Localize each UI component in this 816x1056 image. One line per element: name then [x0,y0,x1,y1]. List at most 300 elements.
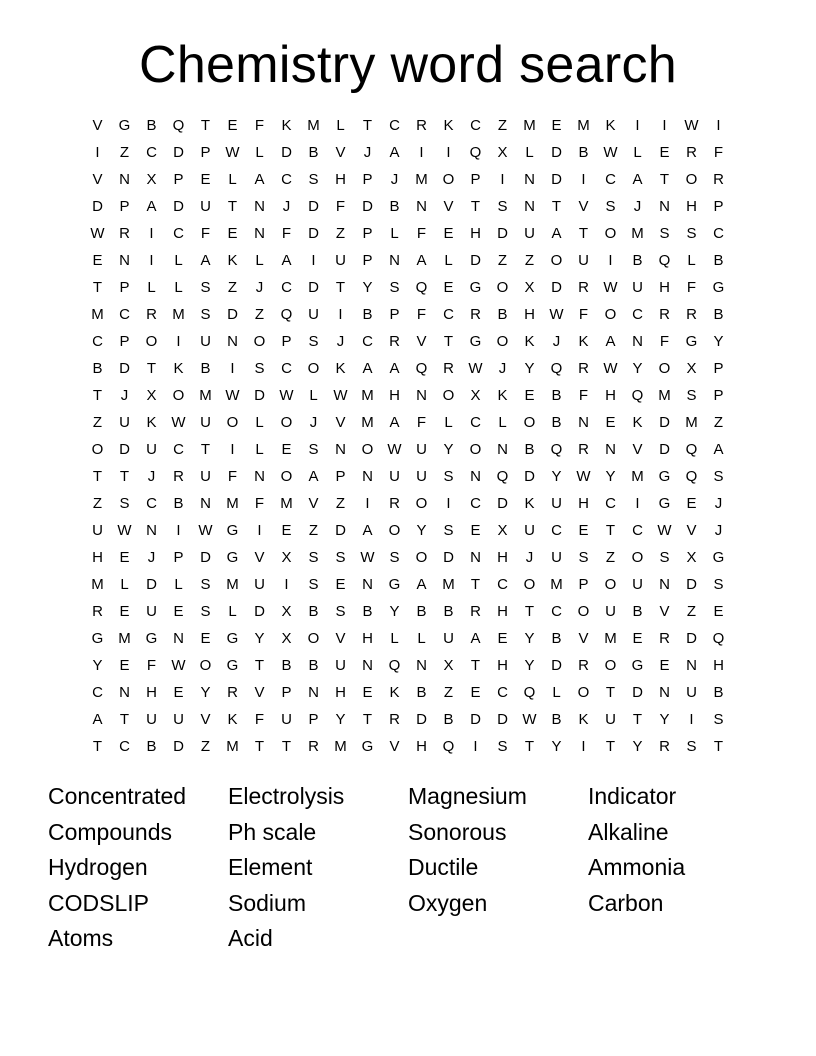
grid-letter: H [92,549,103,566]
grid-letter: O [442,171,455,188]
grid-letter: B [281,657,292,674]
grid-letter: D [173,198,184,215]
grid-letter: W [603,144,618,161]
word-bank-item: Element [228,854,313,880]
grid-letter: F [227,468,238,485]
grid-letter: X [524,279,535,296]
grid-letter: L [309,387,318,404]
grid-letter: V [686,522,697,539]
grid-letter: V [92,171,103,188]
grid-letter: D [92,198,103,215]
grid-letter: H [686,198,697,215]
grid-letter: O [631,549,644,566]
grid-letter: T [335,279,346,296]
grid-letter: X [146,171,157,188]
grid-letter: L [390,225,399,242]
grid-letter: K [389,684,400,701]
grid-letter: N [524,198,535,215]
grid-letter: T [470,576,481,593]
grid-letter: E [227,117,238,134]
grid-letter: S [686,225,697,242]
grid-letter: J [525,549,534,566]
grid-letter: D [308,225,319,242]
grid-letter: S [713,711,724,728]
grid-row [84,220,732,247]
grid-letter: U [200,414,211,431]
grid-letter: G [469,333,482,350]
grid-letter: R [416,117,427,134]
grid-letter: U [200,333,211,350]
grid-letter: M [172,306,185,323]
grid-letter: O [604,225,617,242]
grid-letter: A [389,414,400,431]
grid-letter: L [174,576,183,593]
grid-letter: R [470,306,481,323]
grid-letter: T [200,441,211,458]
grid-letter: W [225,144,240,161]
grid-letter: A [605,333,616,350]
grid-letter: P [470,171,481,188]
grid-letter: C [443,306,454,323]
grid-letter: P [119,333,130,350]
grid-letter: Z [497,117,508,134]
grid-letter: P [119,279,130,296]
grid-letter: K [227,711,238,728]
grid-letter: I [716,117,721,134]
grid-letter: U [146,603,157,620]
grid-letter: T [362,117,373,134]
grid-letter: D [119,441,130,458]
grid-letter: R [389,333,400,350]
grid-letter: O [361,441,374,458]
grid-letter: C [551,603,562,620]
grid-letter: D [281,144,292,161]
grid-letter: W [360,549,375,566]
grid-letter: N [362,657,373,674]
grid-row [84,490,732,517]
word-bank-item: Acid [228,925,273,951]
grid-letter: C [281,360,292,377]
grid-letter: D [173,738,184,755]
grid-letter: G [388,576,401,593]
grid-letter: I [581,171,586,188]
grid-letter: S [713,576,724,593]
word-bank [48,779,768,957]
grid-letter: N [254,468,265,485]
grid-letter: Q [442,738,455,755]
grid-letter: I [662,117,667,134]
grid-letter: E [335,576,346,593]
grid-letter: G [118,117,131,134]
grid-letter: P [335,468,346,485]
grid-row [84,382,732,409]
grid-letter: C [470,414,481,431]
grid-letter: N [416,198,427,215]
grid-letter: J [309,414,318,431]
word-bank-item: Concentrated [48,783,187,809]
grid-letter: D [470,711,481,728]
grid-letter: J [363,144,372,161]
grid-letter: D [497,495,508,512]
grid-letter: N [524,171,535,188]
grid-letter: T [362,711,373,728]
grid-letter: B [146,738,157,755]
grid-letter: U [92,522,103,539]
grid-letter: D [551,657,562,674]
grid-letter: X [281,549,292,566]
grid-letter: B [362,603,373,620]
grid-letter: H [605,387,616,404]
grid-letter: B [632,252,643,269]
grid-letter: C [281,279,292,296]
grid-letter: S [389,549,400,566]
grid-letter: H [497,549,508,566]
word-bank-item: Compounds [48,818,173,845]
grid-letter: A [551,225,562,242]
grid-letter: W [657,522,672,539]
grid-letter: W [198,522,213,539]
grid-letter: Q [469,144,482,161]
grid-letter: L [174,279,183,296]
grid-letter: U [335,657,346,674]
grid-letter: N [254,198,265,215]
grid-letter: A [416,576,427,593]
grid-letter: R [578,441,589,458]
grid-letter: C [470,495,481,512]
grid-letter: B [389,198,400,215]
grid-letter: E [659,144,670,161]
grid-letter: T [443,333,454,350]
grid-letter: B [92,360,103,377]
grid-letter: H [659,279,670,296]
grid-letter: E [497,630,508,647]
grid-letter: O [523,414,536,431]
grid-letter: D [308,279,319,296]
grid-letter: N [335,441,346,458]
grid-letter: H [713,657,724,674]
grid-letter: Z [92,495,103,512]
grid-letter: U [254,576,265,593]
grid-letter: B [551,711,562,728]
grid-letter: P [713,360,724,377]
grid-letter: M [226,738,239,755]
grid-letter: F [416,414,427,431]
grid-letter: U [416,441,427,458]
grid-letter: Y [713,333,724,350]
grid-letter: A [254,171,265,188]
grid-letter: G [712,549,725,566]
word-bank-item: Ph scale [228,818,317,845]
grid-row [84,517,732,544]
grid-letter: P [362,252,373,269]
grid-letter: E [632,630,643,647]
grid-letter: S [443,468,454,485]
grid-letter: W [333,387,348,404]
grid-letter: C [92,333,103,350]
grid-letter: D [659,441,670,458]
grid-letter: Q [415,279,428,296]
grid-letter: T [92,468,103,485]
grid-letter: P [308,711,319,728]
grid-letter: D [416,711,427,728]
grid-letter: N [416,657,427,674]
grid-letter: N [227,333,238,350]
grid-letter: Z [713,414,724,431]
grid-letter: K [578,711,589,728]
grid-letter: O [577,603,590,620]
grid-letter: B [524,441,535,458]
grid-letter: T [281,738,292,755]
grid-letter: K [281,117,292,134]
grid-letter: T [119,468,130,485]
grid-letter: O [658,360,671,377]
grid-letter: C [281,171,292,188]
grid-letter: C [146,144,157,161]
grid-letter: I [311,252,316,269]
grid-letter: V [335,414,346,431]
grid-letter: R [659,738,670,755]
grid-letter: Y [632,738,643,755]
grid-letter: N [632,333,643,350]
grid-letter: T [713,738,724,755]
grid-letter: Y [92,657,103,674]
grid-letter: D [254,603,265,620]
grid-letter: R [686,144,697,161]
grid-letter: T [659,171,670,188]
grid-letter: N [470,549,481,566]
grid-letter: R [173,468,184,485]
grid-letter: D [659,414,670,431]
grid-letter: U [524,522,535,539]
grid-letter: G [226,657,239,674]
grid-letter: W [279,387,294,404]
grid-letter: O [91,441,104,458]
grid-letter: S [200,603,211,620]
grid-letter: X [470,387,481,404]
grid-letter: Z [335,225,346,242]
grid-letter: X [281,603,292,620]
grid-letter: L [633,144,642,161]
grid-letter: A [632,171,643,188]
grid-letter: Z [92,414,103,431]
grid-letter: Y [605,468,616,485]
grid-letter: R [686,306,697,323]
grid-letter: H [335,684,346,701]
grid-letter: I [149,225,154,242]
grid-letter: K [173,360,184,377]
grid-letter: Y [443,441,454,458]
grid-letter: M [550,576,563,593]
grid-letter: T [200,117,211,134]
grid-letter: X [443,657,454,674]
grid-letter: U [200,468,211,485]
grid-letter: L [255,414,264,431]
grid-letter: V [254,549,265,566]
grid-letter: O [280,468,293,485]
grid-letter: R [443,360,454,377]
grid-letter: Z [227,279,238,296]
grid-letter: I [500,171,505,188]
grid-letter: A [281,252,292,269]
grid-letter: U [335,252,346,269]
grid-letter: Q [388,657,401,674]
grid-letter: B [632,603,643,620]
grid-letter: B [308,603,319,620]
grid-letter: L [336,117,345,134]
grid-row [84,733,732,760]
grid-letter: I [419,144,424,161]
grid-letter: L [390,630,399,647]
grid-letter: C [497,576,508,593]
grid-letter: H [416,738,427,755]
grid-letter: K [524,495,535,512]
grid-letter: Y [551,468,562,485]
grid-letter: R [92,603,103,620]
grid-letter: H [524,306,535,323]
grid-letter: M [577,117,590,134]
grid-letter: M [226,576,239,593]
grid-letter: I [635,117,640,134]
grid-row [84,166,732,193]
grid-letter: H [578,495,589,512]
grid-letter: N [362,468,373,485]
grid-letter: L [228,603,237,620]
grid-letter: S [254,360,265,377]
grid-letter: P [362,225,373,242]
grid-letter: G [658,468,671,485]
grid-letter: L [174,252,183,269]
grid-letter: D [632,684,643,701]
grid-letter: F [416,306,427,323]
grid-letter: U [524,225,535,242]
grid-letter: I [365,495,370,512]
grid-letter: F [335,198,346,215]
grid-letter: S [497,198,508,215]
grid-letter: N [686,657,697,674]
grid-letter: O [280,414,293,431]
grid-row [84,625,732,652]
grid-letter: L [255,441,264,458]
grid-letter: C [92,684,103,701]
grid-letter: S [713,468,724,485]
grid-letter: E [119,549,130,566]
grid-letter: T [632,711,643,728]
grid-letter: A [200,252,211,269]
grid-letter: F [146,657,157,674]
grid-letter: I [95,144,100,161]
grid-letter: O [469,441,482,458]
grid-letter: L [228,171,237,188]
grid-letter: V [254,684,265,701]
grid-letter: N [659,684,670,701]
grid-letter: W [387,441,402,458]
grid-letter: B [551,387,562,404]
grid-letter: S [335,549,346,566]
grid-letter: M [631,468,644,485]
grid-letter: Q [550,441,563,458]
grid-letter: I [176,522,181,539]
grid-letter: O [604,306,617,323]
grid-letter: C [497,684,508,701]
grid-letter: X [686,360,697,377]
word-bank-item: Carbon [588,889,664,916]
grid-letter: G [226,522,239,539]
grid-letter: R [227,684,238,701]
grid-letter: C [551,522,562,539]
grid-letter: S [389,279,400,296]
grid-letter: B [497,306,508,323]
grid-letter: B [443,603,454,620]
grid-letter: Z [605,549,616,566]
grid-letter: S [200,576,211,593]
grid-letter: S [605,198,616,215]
grid-letter: E [659,657,670,674]
grid-letter: U [389,468,400,485]
grid-letter: S [335,603,346,620]
grid-letter: F [200,225,211,242]
grid-row [84,706,732,733]
grid-letter: N [119,684,130,701]
grid-letter: R [389,711,400,728]
grid-letter: T [605,522,616,539]
grid-letter: P [713,387,724,404]
grid-letter: S [578,549,589,566]
grid-letter: P [578,576,589,593]
grid-letter: T [254,738,265,755]
grid-letter: H [497,657,508,674]
grid-letter: I [473,738,478,755]
grid-letter: T [227,198,238,215]
grid-letter: D [686,630,697,647]
grid-letter: U [200,198,211,215]
grid-letter: L [417,630,426,647]
grid-letter: G [226,630,239,647]
grid-letter: D [200,549,211,566]
grid-letter: Y [254,630,265,647]
grid-letter: O [604,657,617,674]
grid-letter: Z [497,252,508,269]
grid-letter: D [119,360,130,377]
grid-letter: B [308,657,319,674]
grid-letter: S [308,333,319,350]
grid-letter: Y [551,738,562,755]
grid-letter: T [92,387,103,404]
grid-letter: B [173,495,184,512]
grid-row [84,274,732,301]
grid-letter: G [361,738,374,755]
grid-letter: M [523,117,536,134]
grid-letter: O [253,333,266,350]
grid-row [84,679,732,706]
grid-letter: B [713,684,724,701]
grid-letter: E [362,684,373,701]
grid-letter: U [281,711,292,728]
grid-letter: T [470,657,481,674]
grid-letter: T [524,738,535,755]
grid-letter: R [713,171,724,188]
grid-letter: D [497,225,508,242]
grid-letter: C [632,306,643,323]
grid-letter: E [551,117,562,134]
grid-letter: V [200,711,211,728]
grid-letter: Y [632,360,643,377]
grid-letter: L [498,414,507,431]
grid-letter: V [659,603,670,620]
grid-letter: I [230,441,235,458]
grid-letter: O [388,522,401,539]
grid-letter: D [551,144,562,161]
grid-letter: W [522,711,537,728]
